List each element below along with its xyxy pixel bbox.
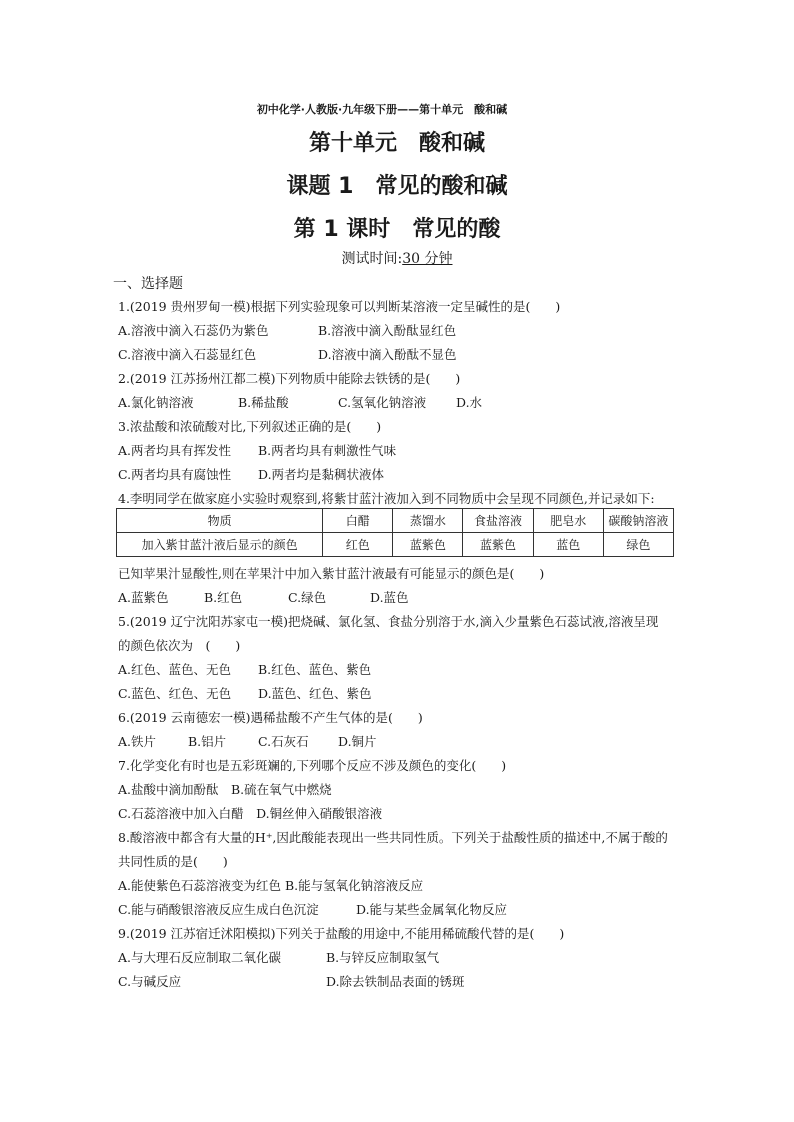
q1-stem: 1.(2019 贵州罗甸一模)根据下列实验现象可以判断某溶液一定呈碱性的是( ) [118,299,561,314]
lesson-title-number: 第 1 课时 [293,217,391,242]
table-cell: 红色 [323,533,393,557]
q9-option-a: A.与大理石反应制取二氧化碳 [118,950,282,965]
unit-title [0,126,794,157]
table-header-row [117,509,674,533]
q2-option-d: D.水 [456,395,483,410]
table-cell: 蓝紫色 [393,533,463,557]
topic-title [0,169,794,200]
page-header: 初中化学·人教版·九年级下册——第十单元 酸和碱 [256,103,508,116]
q6-option-c: C.石灰石 [258,734,309,749]
table-cell: 白醋 [323,509,393,533]
q8-option-d: D.能与某些金属氧化物反应 [356,902,508,917]
table-cell: 肥皂水 [533,509,603,533]
q6-option-d: D.铜片 [338,734,377,749]
q4-color-table [116,508,674,557]
q3-option-d: D.两者均是黏稠状液体 [258,467,385,482]
q4-option-b: B.红色 [204,590,243,605]
lesson-title [0,212,794,243]
q2-option-a: A.氯化钠溶液 [118,395,194,410]
q8-options-ab: A.能使紫色石蕊溶液变为红色 B.能与氢氧化钠溶液反应 [118,878,424,893]
q5-stem-line2: 的颜色依次为 ( ) [118,638,241,653]
q5-stem-line1: 5.(2019 辽宁沈阳苏家屯一模)把烧碱、氯化氢、食盐分别溶于水,滴入少量紫色石蕊试液,溶液呈现 [118,614,659,629]
q3-stem: 3.浓盐酸和浓硫酸对比,下列叙述正确的是( ) [118,419,382,434]
q4-option-d: D.蓝色 [370,590,409,605]
test-time-value: 30 分钟 [402,251,453,267]
q8-stem-line1: 8.酸溶液中都含有大量的H⁺,因此酸能表现出一些共同性质。下列关于盐酸性质的描述中,不属于酸的 [118,830,668,845]
table-cell: 食盐溶液 [463,509,533,533]
q3-option-c: C.两者均具有腐蚀性 [118,467,232,482]
q2-option-b: B.稀盐酸 [238,395,289,410]
table-cell: 蓝紫色 [463,533,533,557]
q9-option-b: B.与锌反应制取氢气 [326,950,440,965]
q1-option-c: C.溶液中滴入石蕊显红色 [118,347,257,362]
q5-option-b: B.红色、蓝色、紫色 [258,662,372,677]
table-cell: 加入紫甘蓝汁液后显示的颜色 [117,533,323,557]
lesson-title-name: 常见的酸 [412,217,501,242]
q1-option-a: A.溶液中滴入石蕊仍为紫色 [118,323,269,338]
table-cell: 碳酸钠溶液 [603,509,673,533]
q5-option-d: D.蓝色、红色、紫色 [258,686,372,701]
q5-option-c: C.蓝色、红色、无色 [118,686,232,701]
table-cell: 绿色 [603,533,673,557]
q1-option-d: D.溶液中滴入酚酞不显色 [318,347,457,362]
q3-option-b: B.两者均具有刺激性气味 [258,443,397,458]
q8-stem-line2: 共同性质的是( ) [118,854,228,869]
q2-option-c: C.氢氧化钠溶液 [338,395,427,410]
table-cell: 蒸馏水 [393,509,463,533]
q9-stem: 9.(2019 江苏宿迁沭阳模拟)下列关于盐酸的用途中,不能用稀硫酸代替的是( ) [118,926,565,941]
test-time-label: 测试时间: [341,251,403,267]
q6-option-b: B.铝片 [188,734,227,749]
section-heading: 一、选择题 [113,276,183,292]
table-row [117,533,674,557]
topic-title-number: 课题 1 [286,174,354,199]
q1-option-b: B.溶液中滴入酚酞显红色 [318,323,457,338]
q9-option-d: D.除去铁制品表面的锈斑 [326,974,465,989]
q7-options-ab: A.盐酸中滴加酚酞 B.硫在氧气中燃烧 [118,782,332,797]
table-cell: 物质 [117,509,323,533]
q4-option-a: A.蓝紫色 [118,590,169,605]
test-time [0,248,794,268]
q2-stem: 2.(2019 江苏扬州江都二模)下列物质中能除去铁锈的是( ) [118,371,461,386]
topic-title-name: 常见的酸和碱 [375,174,508,199]
q7-stem: 7.化学变化有时也是五彩斑斓的,下列哪个反应不涉及颜色的变化( ) [118,758,507,773]
q4-option-c: C.绿色 [288,590,327,605]
q4-question: 已知苹果汁显酸性,则在苹果汁中加入紫甘蓝汁液最有可能显示的颜色是( ) [118,566,545,581]
q3-option-a: A.两者均具有挥发性 [118,443,232,458]
q8-option-c: C.能与硝酸银溶液反应生成白色沉淀 [118,902,319,917]
unit-title-name: 酸和碱 [419,131,486,156]
table-cell: 蓝色 [533,533,603,557]
q7-options-cd: C.石蕊溶液中加入白醋 D.铜丝伸入硝酸银溶液 [118,806,383,821]
q5-option-a: A.红色、蓝色、无色 [118,662,232,677]
q6-option-a: A.铁片 [118,734,157,749]
q4-stem: 4.李明同学在做家庭小实验时观察到,将紫甘蓝汁液加入到不同物质中会呈现不同颜色,并记录如下: [118,491,655,506]
q9-option-c: C.与碱反应 [118,974,182,989]
q6-stem: 6.(2019 云南德宏一模)遇稀盐酸不产生气体的是( ) [118,710,423,725]
unit-title-number: 第十单元 [308,131,397,156]
